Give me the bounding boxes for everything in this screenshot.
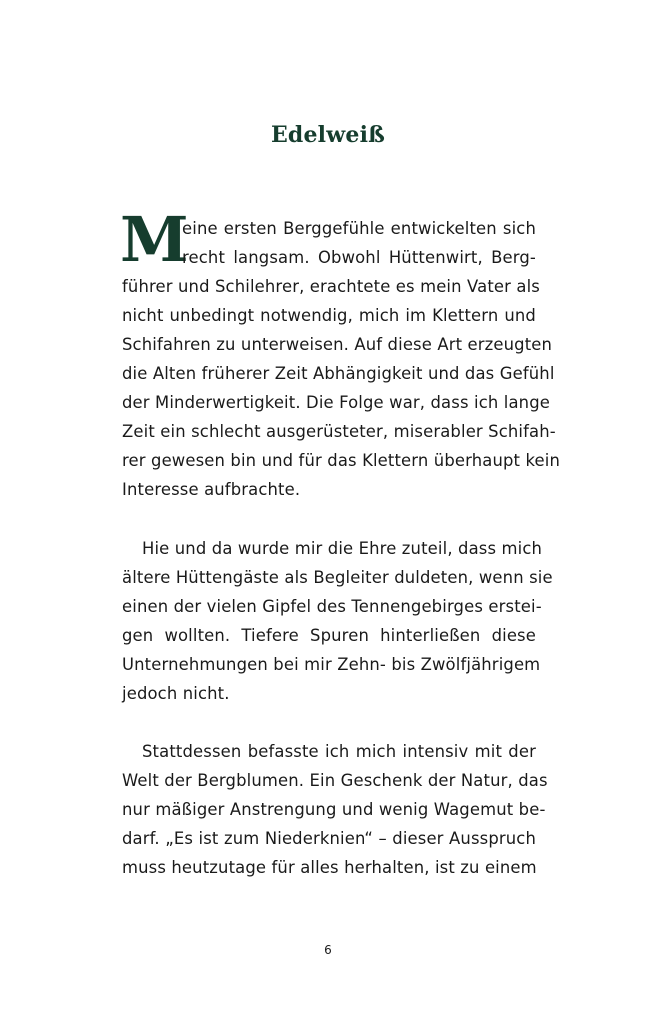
paragraph-line: rer gewesen bin und für das Klettern überhaupt kein: [122, 451, 561, 470]
paragraph-line: Stattdessen befasste ich mich intensiv mit der: [142, 742, 536, 761]
paragraph-line: Hie und da wurde mir die Ehre zuteil, dass mich: [142, 539, 543, 558]
paragraph-line: eine ersten Berggefühle entwickelten sich: [182, 219, 536, 238]
paragraph-line: recht langsam. Obwohl Hüttenwirt, Berg-: [182, 248, 536, 267]
paragraph-line: Schifahren zu unterweisen. Auf diese Art erzeugten: [122, 335, 553, 354]
paragraph-line: die Alten früherer Zeit Abhängigkeit und das Gefühl: [122, 364, 555, 383]
paragraph-line: Unternehmungen bei mir Zehn- bis Zwölfjährigem: [122, 655, 541, 674]
paragraph-line: jedoch nicht.: [122, 684, 230, 703]
paragraph-line: nicht unbedingt notwendig, mich im Klettern und: [122, 306, 536, 325]
paragraph-line: führer und Schilehrer, erachtete es mein Vater als: [122, 277, 540, 296]
page-number: 6: [324, 943, 332, 957]
paragraph-line: Welt der Bergblumen. Ein Geschenk der Natur, das: [122, 771, 548, 790]
paragraph-line: Zeit ein schlecht ausgerüsteter, miserabler Schifah-: [122, 422, 556, 441]
chapter-title: Edelweiß: [270, 122, 386, 148]
paragraph-line: Interesse aufbrachte.: [122, 480, 301, 499]
paragraph-3: [122, 737, 548, 882]
paragraph-2: [122, 534, 553, 708]
paragraph-line: muss heutzutage für alles herhalten, ist zu einem: [122, 858, 537, 877]
paragraph-line: nur mäßiger Anstrengung und wenig Wagemut be-: [122, 800, 546, 819]
paragraph-line: einen der vielen Gipfel des Tennengebirges erstei-: [122, 597, 542, 616]
paragraph-1: [122, 214, 561, 504]
paragraph-line: der Minderwertigkeit. Die Folge war, dass ich lange: [122, 393, 550, 412]
drop-cap-letter: M: [120, 203, 187, 276]
paragraph-line: ältere Hüttengäste als Begleiter duldeten, wenn sie: [122, 568, 553, 587]
paragraph-line: gen wollten. Tiefere Spuren hinterließen diese: [122, 626, 536, 645]
paragraph-line: darf. „Es ist zum Niederknien“ – dieser Ausspruch: [122, 829, 536, 848]
